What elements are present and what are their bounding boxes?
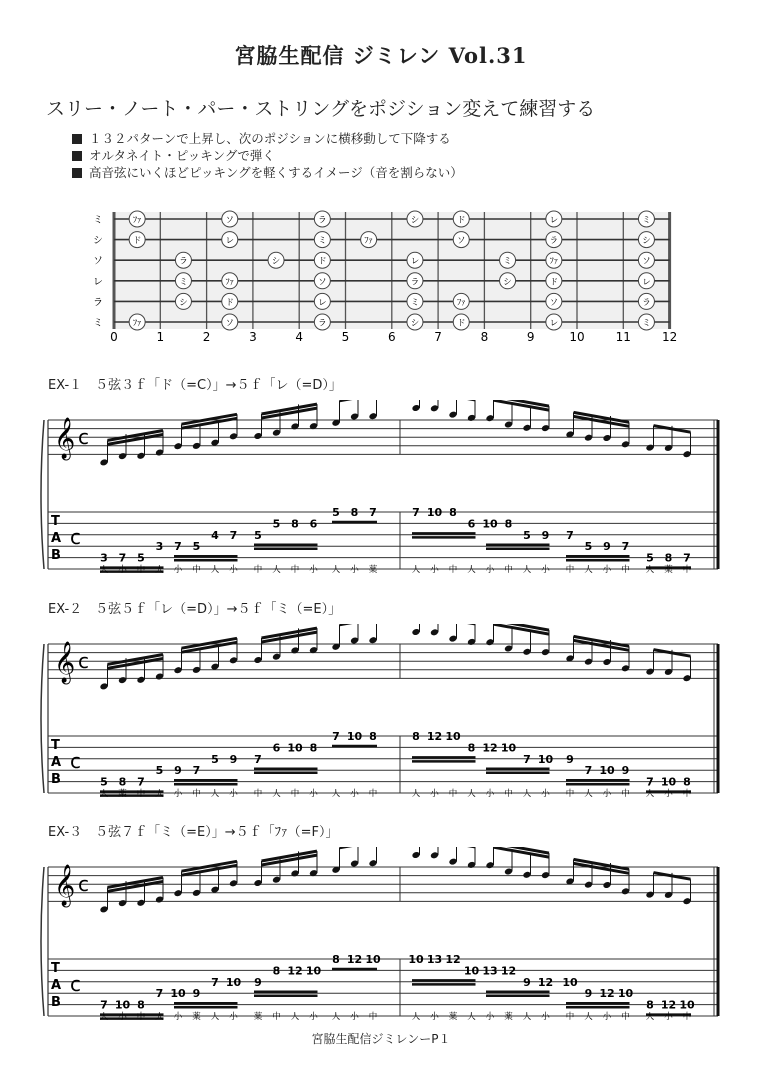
finger-label: 人 bbox=[210, 1012, 220, 1022]
finger-label: 小 bbox=[118, 565, 127, 575]
finger-label: 小 bbox=[664, 789, 673, 799]
tab-number: 8 bbox=[467, 741, 476, 755]
common-time-icon: c bbox=[78, 425, 89, 449]
fret-number: 1 bbox=[156, 330, 165, 344]
tab-number: 9 bbox=[541, 528, 550, 542]
finger-label: 小 bbox=[664, 1012, 673, 1022]
finger-label: 人 bbox=[584, 565, 593, 575]
finger-label: 薬 bbox=[504, 1012, 513, 1022]
finger-label: 人 bbox=[522, 1012, 532, 1022]
finger-label: 中 bbox=[682, 1012, 692, 1022]
tab-number: 7 bbox=[174, 540, 182, 554]
note-dot-label: ソ bbox=[225, 215, 235, 226]
tab-number: 7 bbox=[118, 551, 127, 565]
note-dot-label: ﾌｧ bbox=[225, 277, 235, 288]
finger-label: 薬 bbox=[118, 789, 127, 799]
tab-number: 13 bbox=[482, 964, 498, 978]
tab-number: 6 bbox=[272, 741, 281, 755]
common-time-icon: c bbox=[70, 525, 81, 549]
tab-number: 10 bbox=[500, 741, 517, 755]
finger-label: 人 bbox=[645, 1012, 655, 1022]
tab-number: 7 bbox=[254, 752, 262, 766]
finger-label: 人 bbox=[331, 1012, 341, 1022]
fret-number: 8 bbox=[480, 330, 489, 344]
note-dot-label: ド bbox=[132, 236, 142, 247]
page-subtitle: スリー・ノート・パー・ストリングをポジション変えて練習する bbox=[46, 98, 596, 120]
note-dot-label: ミ bbox=[642, 318, 651, 329]
tab-number: 4 bbox=[211, 528, 219, 542]
finger-label: 人 bbox=[272, 565, 281, 575]
tab-number: 8 bbox=[683, 775, 691, 789]
finger-label: 中 bbox=[621, 789, 630, 799]
note-dot-label: ミ bbox=[179, 277, 188, 288]
fret-number: 10 bbox=[569, 330, 585, 344]
tab-number: 5 bbox=[100, 775, 108, 789]
tab-number: 10 bbox=[287, 741, 303, 755]
note-dot-label: レ bbox=[642, 277, 651, 288]
exercise-3-notation bbox=[0, 847, 762, 1037]
tab-number: 5 bbox=[272, 517, 281, 531]
finger-label: 中 bbox=[136, 789, 146, 799]
note-dot-label: ﾌｧ bbox=[456, 297, 466, 308]
note-dot-label: シ bbox=[503, 277, 512, 288]
tab-number: 5 bbox=[192, 540, 201, 554]
tab-number: 5 bbox=[137, 551, 145, 565]
finger-label: 中 bbox=[621, 565, 630, 575]
finger-label: 中 bbox=[504, 565, 513, 575]
finger-label: 人 bbox=[331, 789, 341, 799]
fret-number: 12 bbox=[661, 330, 678, 344]
tab-number: 7 bbox=[621, 540, 630, 554]
treble-clef-icon: 𝄞 bbox=[54, 418, 76, 459]
tab-number: 5 bbox=[584, 540, 593, 554]
tab-number: 9 bbox=[523, 975, 531, 989]
tab-number: 7 bbox=[566, 528, 574, 542]
note-dot-label: ド bbox=[318, 256, 327, 267]
finger-label: 人 bbox=[411, 565, 421, 575]
tab-number: 8 bbox=[504, 517, 513, 531]
note-dot-label: ラ bbox=[642, 297, 651, 308]
finger-label: 小 bbox=[541, 565, 550, 575]
common-time-icon: c bbox=[78, 872, 89, 896]
note-dot-label: ミ bbox=[410, 297, 420, 308]
finger-label: 小 bbox=[309, 565, 318, 575]
tab-number: 10 bbox=[408, 953, 424, 966]
note-dot-label: レ bbox=[225, 236, 235, 247]
note-dot-label: シ bbox=[642, 236, 651, 247]
tab-number: 10 bbox=[445, 730, 461, 743]
finger-label: 小 bbox=[430, 789, 439, 799]
tab-number: 7 bbox=[192, 764, 201, 778]
finger-label: 人 bbox=[467, 789, 476, 799]
note-dot-label: ソ bbox=[549, 297, 559, 308]
finger-label: 中 bbox=[136, 1012, 146, 1022]
finger-label: 小 bbox=[350, 565, 359, 575]
exercise-2-label: EX-２ ５弦５ｆ「レ（=D）」→５ｆ「ミ（=E）」 bbox=[48, 602, 342, 617]
finger-label: 人 bbox=[210, 565, 220, 575]
tab-number: 7 bbox=[584, 764, 593, 778]
note-dot-label: ミ bbox=[642, 215, 651, 226]
tab-number: 7 bbox=[155, 987, 164, 1001]
finger-label: 小 bbox=[309, 789, 318, 799]
finger-label: 人 bbox=[331, 565, 341, 575]
tab-number: 10 bbox=[114, 998, 131, 1012]
tab-number: 6 bbox=[309, 517, 318, 531]
tab-number: 10 bbox=[679, 998, 695, 1012]
finger-label: 中 bbox=[290, 789, 300, 799]
tab-number: 8 bbox=[646, 998, 654, 1012]
tab-number: 12 bbox=[500, 964, 517, 978]
tab-clef-icon: A bbox=[51, 978, 62, 993]
string-label: ミ bbox=[93, 215, 103, 226]
tab-number: 12 bbox=[482, 741, 498, 755]
tab-number: 10 bbox=[562, 975, 578, 989]
note-dot-label: レ bbox=[549, 215, 559, 226]
finger-label: 中 bbox=[448, 789, 458, 799]
note-dot-label: ﾌｧ bbox=[132, 318, 142, 329]
note-dot-label: ﾌｧ bbox=[549, 256, 559, 267]
finger-label: 小 bbox=[229, 565, 238, 575]
note-dot-label: レ bbox=[410, 256, 420, 267]
finger-label: 小 bbox=[118, 1012, 127, 1022]
tab-number: 10 bbox=[537, 752, 554, 766]
finger-label: 中 bbox=[192, 789, 201, 799]
finger-label: 人 bbox=[210, 789, 220, 799]
exercise-1-label: EX-１ ５弦３ｆ「ド（=C）」→５ｆ「レ（=D）」 bbox=[48, 378, 342, 393]
note-dot-label: ソ bbox=[456, 236, 466, 247]
finger-label: 小 bbox=[485, 1012, 495, 1022]
tab-number: 8 bbox=[332, 953, 340, 966]
note-dot-label: ソ bbox=[225, 318, 235, 329]
tab-number: 10 bbox=[463, 964, 480, 978]
tab-number: 9 bbox=[621, 764, 630, 778]
bullet-item: 高音弦にいくほどピッキングを軽くするイメージ（音を割らない） bbox=[72, 164, 463, 181]
note-dot-label: シ bbox=[410, 318, 420, 329]
finger-label: 小 bbox=[602, 1012, 612, 1022]
finger-label: 中 bbox=[290, 565, 300, 575]
note-dot-label: シ bbox=[271, 256, 281, 267]
fret-number: 2 bbox=[202, 330, 211, 344]
finger-label: 薬 bbox=[192, 1012, 201, 1022]
tab-number: 5 bbox=[523, 528, 531, 542]
note-dot-label: レ bbox=[318, 297, 327, 308]
tab-number: 9 bbox=[192, 987, 201, 1001]
finger-label: 中 bbox=[682, 565, 692, 575]
tab-number: 3 bbox=[155, 540, 164, 554]
common-time-icon: c bbox=[70, 749, 81, 773]
page-title: 宮脇生配信 ジミレン Vol.31 bbox=[234, 43, 528, 68]
tab-number: 9 bbox=[254, 975, 262, 989]
tab-number: 10 bbox=[660, 775, 677, 789]
tab-number: 12 bbox=[445, 953, 461, 966]
finger-label: 人 bbox=[467, 1012, 476, 1022]
tab-clef-icon: T bbox=[51, 738, 60, 753]
tab-clef-icon: A bbox=[51, 531, 62, 546]
finger-label: 小 bbox=[229, 789, 238, 799]
tab-number: 8 bbox=[412, 730, 420, 743]
finger-label: 小 bbox=[229, 1012, 238, 1022]
fret-number: 7 bbox=[434, 330, 442, 344]
system-brace bbox=[41, 867, 44, 1016]
tab-number: 7 bbox=[229, 528, 238, 542]
finger-label: 中 bbox=[565, 789, 575, 799]
fret-number: 5 bbox=[341, 330, 350, 344]
tab-number: 10 bbox=[617, 987, 634, 1001]
finger-label: 中 bbox=[368, 789, 378, 799]
tab-number: 10 bbox=[599, 764, 615, 778]
system-brace bbox=[41, 644, 44, 793]
tab-number: 9 bbox=[229, 752, 238, 766]
tab-number: 12 bbox=[287, 964, 303, 978]
finger-label: 中 bbox=[192, 565, 201, 575]
fret-number: 6 bbox=[387, 330, 396, 344]
finger-label: 小 bbox=[485, 789, 495, 799]
finger-label: 小 bbox=[602, 789, 612, 799]
tab-number: 13 bbox=[426, 953, 443, 966]
tab-number: 5 bbox=[332, 506, 340, 519]
tab-number: 8 bbox=[369, 730, 377, 743]
finger-label: 人 bbox=[522, 789, 532, 799]
note-dot-label: ラ bbox=[410, 277, 420, 288]
finger-label: 中 bbox=[368, 1012, 378, 1022]
finger-label: 小 bbox=[309, 1012, 318, 1022]
finger-label: 小 bbox=[350, 1012, 359, 1022]
tab-number: 12 bbox=[599, 987, 615, 1001]
finger-label: 中 bbox=[682, 789, 692, 799]
bullet-item: オルタネイト・ピッキングで弾く bbox=[72, 147, 463, 164]
finger-label: 中 bbox=[565, 1012, 575, 1022]
note-dot-label: ソ bbox=[318, 277, 327, 288]
tab-number: 7 bbox=[683, 551, 691, 565]
tab-number: 10 bbox=[225, 975, 242, 989]
tab-clef-icon: B bbox=[51, 772, 61, 787]
finger-label: 人 bbox=[155, 1012, 164, 1022]
finger-label: 人 bbox=[411, 789, 421, 799]
finger-label: 人 bbox=[645, 565, 655, 575]
finger-label: 人 bbox=[290, 1012, 300, 1022]
tab-clef-icon: T bbox=[51, 961, 60, 976]
finger-label: 人 bbox=[155, 565, 164, 575]
tab-number: 10 bbox=[346, 730, 363, 743]
tab-number: 10 bbox=[482, 517, 498, 531]
finger-label: 小 bbox=[173, 565, 183, 575]
finger-label: 人 bbox=[99, 789, 109, 799]
common-time-icon: c bbox=[78, 649, 89, 673]
fret-number: 11 bbox=[615, 330, 631, 344]
string-label: ラ bbox=[93, 297, 103, 309]
finger-label: 小 bbox=[541, 789, 550, 799]
finger-label: 中 bbox=[504, 789, 513, 799]
tab-number: 12 bbox=[426, 730, 443, 743]
note-dot-label: ド bbox=[225, 297, 235, 308]
finger-label: 薬 bbox=[368, 565, 378, 575]
finger-label: 小 bbox=[430, 1012, 439, 1022]
tab-number: 12 bbox=[346, 953, 363, 966]
tab-number: 9 bbox=[566, 752, 574, 766]
exercise-1-notation bbox=[0, 400, 762, 590]
finger-label: 薬 bbox=[664, 565, 673, 575]
fretboard-diagram bbox=[0, 0, 762, 360]
system-brace bbox=[41, 420, 44, 569]
tab-number: 6 bbox=[467, 517, 476, 531]
finger-label: 薬 bbox=[448, 1012, 458, 1022]
tab-number: 8 bbox=[118, 775, 127, 789]
finger-label: 小 bbox=[485, 565, 495, 575]
string-label: ミ bbox=[93, 318, 103, 329]
finger-label: 小 bbox=[350, 789, 359, 799]
finger-label: 中 bbox=[621, 1012, 630, 1022]
tab-number: 12 bbox=[537, 975, 554, 989]
finger-label: 中 bbox=[136, 565, 146, 575]
finger-label: 人 bbox=[522, 565, 532, 575]
treble-clef-icon: 𝄞 bbox=[54, 642, 76, 683]
common-time-icon: c bbox=[70, 972, 81, 996]
page-footer: 宮脇生配信ジミレンーP１ bbox=[311, 1032, 451, 1046]
finger-label: 中 bbox=[565, 565, 575, 575]
finger-label: 中 bbox=[272, 1012, 281, 1022]
tab-number: 10 bbox=[170, 987, 186, 1001]
tab-number: 5 bbox=[646, 551, 654, 565]
tab-number: 12 bbox=[660, 998, 677, 1012]
tab-number: 7 bbox=[646, 775, 654, 789]
finger-label: 中 bbox=[253, 565, 263, 575]
tab-number: 9 bbox=[174, 764, 182, 778]
tab-number: 8 bbox=[664, 551, 673, 565]
note-dot-label: レ bbox=[549, 318, 559, 329]
note-dot-label: ソ bbox=[642, 256, 651, 267]
tab-number: 8 bbox=[309, 741, 318, 755]
note-dot-label: ﾌｧ bbox=[364, 236, 373, 247]
tab-number: 8 bbox=[350, 506, 359, 519]
finger-label: 小 bbox=[173, 1012, 183, 1022]
tab-number: 8 bbox=[449, 506, 457, 519]
finger-label: 人 bbox=[99, 565, 109, 575]
tab-number: 10 bbox=[365, 953, 381, 966]
tab-number: 7 bbox=[412, 506, 420, 519]
tab-number: 9 bbox=[584, 987, 593, 1001]
tab-number: 8 bbox=[272, 964, 281, 978]
tab-number: 7 bbox=[211, 975, 219, 989]
note-dot-label: ド bbox=[549, 277, 559, 288]
fret-number: 3 bbox=[249, 330, 257, 344]
finger-label: 人 bbox=[467, 565, 476, 575]
tab-number: 8 bbox=[291, 517, 299, 531]
note-dot-label: ラ bbox=[318, 318, 327, 329]
tab-number: 5 bbox=[254, 528, 262, 542]
note-dot-label: ド bbox=[456, 318, 466, 329]
note-dot-label: ミ bbox=[503, 256, 512, 267]
finger-label: 小 bbox=[541, 1012, 550, 1022]
string-label: シ bbox=[93, 235, 103, 247]
tab-number: 9 bbox=[603, 540, 611, 554]
finger-label: 中 bbox=[448, 565, 458, 575]
tab-number: 5 bbox=[155, 764, 164, 778]
tab-number: 10 bbox=[305, 964, 322, 978]
tab-clef-icon: A bbox=[51, 755, 62, 770]
note-dot-label: ラ bbox=[179, 256, 188, 267]
finger-label: 小 bbox=[173, 789, 183, 799]
fret-number: 4 bbox=[295, 330, 304, 344]
note-dot-label: ド bbox=[456, 215, 466, 226]
finger-label: 人 bbox=[584, 1012, 593, 1022]
exercise-3-label: EX-３ ５弦７ｆ「ミ（=E）」→５ｆ「ﾌｧ（=F）」 bbox=[48, 825, 339, 840]
finger-label: 小 bbox=[430, 565, 439, 575]
tab-number: 8 bbox=[137, 998, 145, 1012]
tab-clef-icon: B bbox=[51, 995, 61, 1010]
tab-number: 7 bbox=[100, 998, 108, 1012]
finger-label: 人 bbox=[155, 789, 164, 799]
finger-label: 人 bbox=[645, 789, 655, 799]
tab-number: 7 bbox=[369, 506, 377, 519]
tab-clef-icon: B bbox=[51, 548, 61, 563]
fret-number: 0 bbox=[110, 330, 118, 344]
note-dot-label: シ bbox=[410, 215, 420, 226]
tab-number: 7 bbox=[523, 752, 531, 766]
note-dot-label: ﾌｧ bbox=[132, 215, 142, 226]
tab-number: 7 bbox=[332, 730, 340, 743]
treble-clef-icon: 𝄞 bbox=[54, 865, 76, 906]
fret-number: 9 bbox=[526, 330, 535, 344]
finger-label: 薬 bbox=[253, 1012, 263, 1022]
tab-number: 5 bbox=[211, 752, 219, 766]
finger-label: 小 bbox=[602, 565, 612, 575]
finger-label: 人 bbox=[584, 789, 593, 799]
string-label: ソ bbox=[93, 256, 103, 268]
bullet-item: １３２パターンで上昇し、次のポジションに横移動して下降する bbox=[72, 130, 463, 147]
exercise-2-notation bbox=[0, 624, 762, 814]
tab-clef-icon: T bbox=[51, 514, 60, 529]
finger-label: 人 bbox=[411, 1012, 421, 1022]
tab-number: 7 bbox=[137, 775, 145, 789]
note-dot-label: ミ bbox=[318, 236, 327, 247]
finger-label: 中 bbox=[253, 789, 263, 799]
note-dot-label: ラ bbox=[549, 236, 559, 247]
note-dot-label: シ bbox=[179, 297, 188, 308]
finger-label: 人 bbox=[99, 1012, 109, 1022]
string-label: レ bbox=[93, 276, 103, 288]
tab-number: 10 bbox=[426, 506, 443, 519]
note-dot-label: ラ bbox=[318, 215, 327, 226]
tab-number: 3 bbox=[100, 551, 108, 565]
finger-label: 人 bbox=[272, 789, 281, 799]
